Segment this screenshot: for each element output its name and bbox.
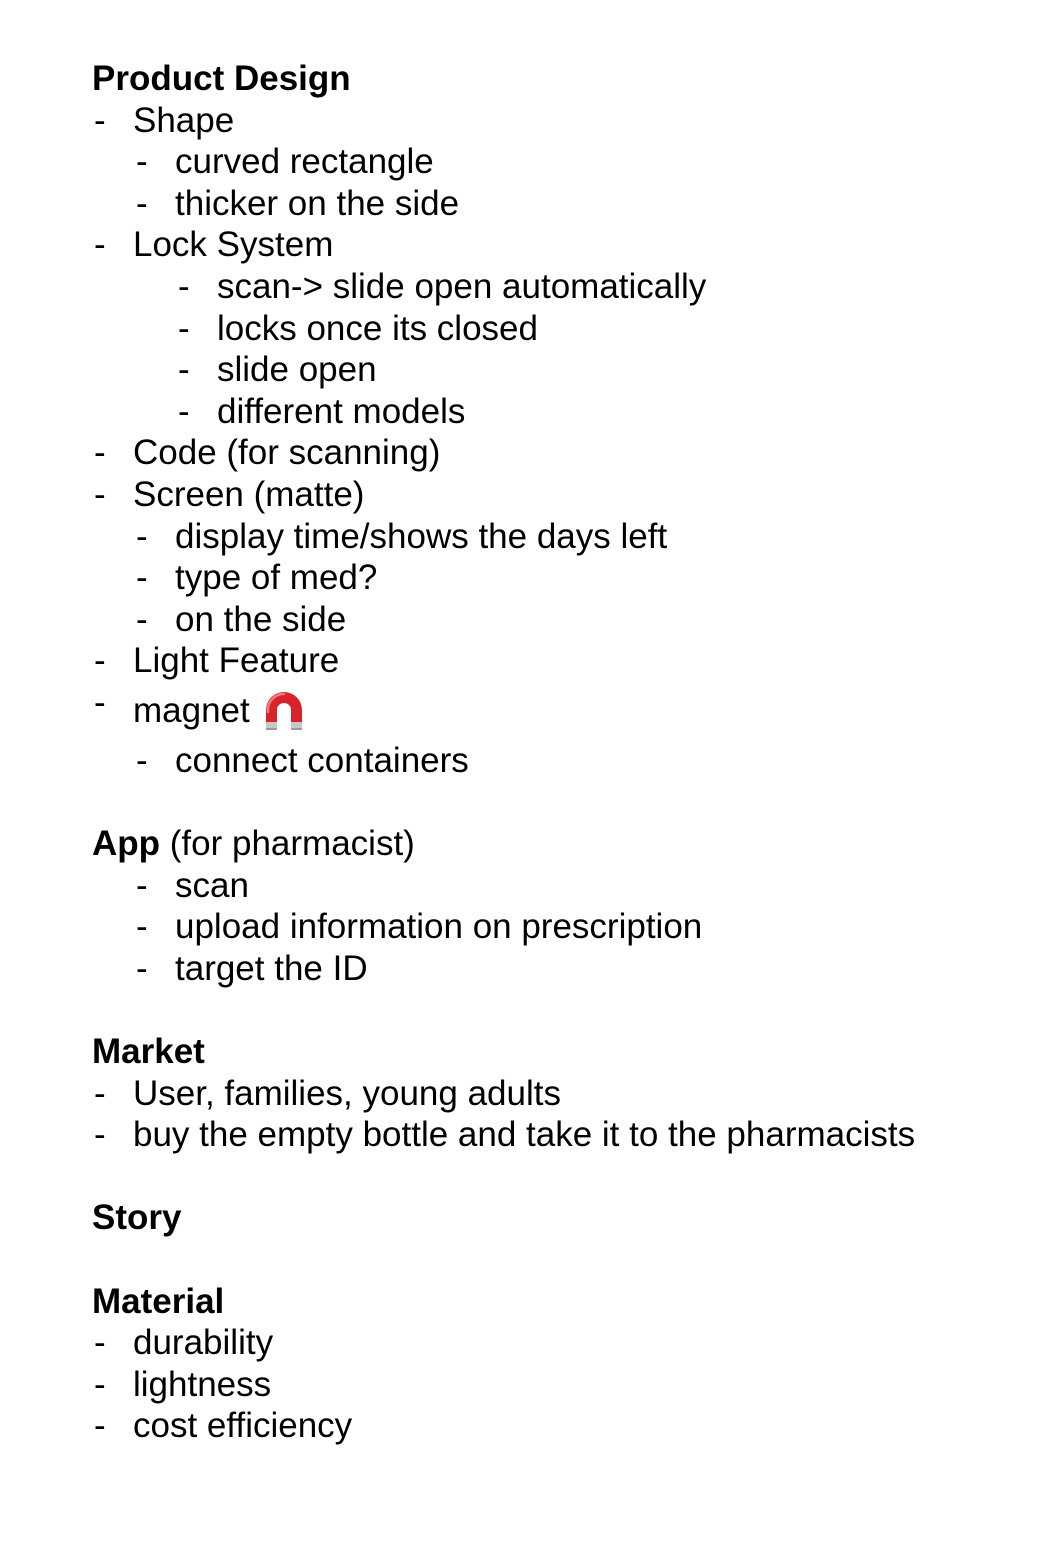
bullet-dash: - <box>136 948 148 988</box>
list-item: - display time/shows the days left <box>136 516 668 556</box>
bullet-dash: - <box>94 1406 106 1446</box>
list-item-shape: - Shape <box>94 100 235 140</box>
bullet-dash: - <box>136 183 148 223</box>
heading-app: App (for pharmacist) <box>92 824 415 864</box>
heading-story: Story <box>92 1198 182 1238</box>
bullet-dash: - <box>94 1364 106 1404</box>
bullet-dash: - <box>136 142 148 182</box>
list-item: - connect containers <box>136 740 469 780</box>
bullet-dash: - <box>94 225 106 265</box>
bullet-dash: - <box>94 1073 106 1113</box>
bullet-dash: - <box>136 865 148 905</box>
heading-app-subtitle: (for pharmacist) <box>160 824 415 864</box>
bullet-dash: - <box>94 433 106 473</box>
list-item: - upload information on prescription <box>136 907 703 947</box>
list-item-lock-system: - Lock System <box>94 225 334 265</box>
heading-product-design: Product Design <box>92 59 351 98</box>
list-item-screen: - Screen (matte) <box>94 474 365 514</box>
bullet-dash: - <box>136 907 148 947</box>
bullet-dash: - <box>178 308 190 348</box>
list-item: - thicker on the side <box>136 183 460 223</box>
list-item-light-feature: - Light Feature <box>94 641 340 681</box>
bullet-dash: - <box>136 516 148 556</box>
bullet-dash: - <box>136 558 148 598</box>
bullet-dash: - <box>94 1115 106 1155</box>
list-item: - slide open <box>178 350 377 390</box>
heading-market: Market <box>92 1032 205 1072</box>
blank-line <box>92 1239 1032 1281</box>
list-item: - cost efficiency <box>94 1406 353 1446</box>
list-item: - locks once its closed <box>178 308 538 348</box>
bullet-dash: - <box>178 266 190 306</box>
bullet-dash: - <box>94 641 106 681</box>
list-item: - on the side <box>136 599 347 639</box>
list-item: - durability <box>94 1323 274 1363</box>
blank-line <box>92 989 1032 1031</box>
list-item: - different models <box>178 391 466 431</box>
list-item-code: - Code (for scanning) <box>94 433 441 473</box>
list-item: - target the ID <box>136 948 368 988</box>
bullet-dash: - <box>94 682 106 722</box>
bullet-dash: - <box>136 599 148 639</box>
blank-line <box>92 1156 1032 1198</box>
bullet-dash: - <box>94 100 106 140</box>
blank-line <box>92 782 1032 824</box>
bullet-dash: - <box>178 350 190 390</box>
bullet-dash: - <box>178 391 190 431</box>
notes-document <box>92 58 1032 1447</box>
list-item: - User, families, young adults <box>94 1073 561 1113</box>
list-item-magnet: - magnet <box>92 682 1032 740</box>
list-item: - curved rectangle <box>136 142 434 182</box>
heading-material: Material <box>92 1281 225 1321</box>
bullet-dash: - <box>94 1323 106 1363</box>
list-item: - type of med? <box>136 558 378 598</box>
list-item: - buy the empty bottle and take it to the pharmacists <box>94 1115 916 1155</box>
list-item: - scan-> slide open automatically <box>178 266 707 306</box>
bullet-dash: - <box>94 474 106 514</box>
list-item: - lightness <box>94 1364 272 1404</box>
list-item: - scan <box>136 865 249 905</box>
magnet-icon <box>260 686 308 734</box>
bullet-dash: - <box>136 740 148 780</box>
